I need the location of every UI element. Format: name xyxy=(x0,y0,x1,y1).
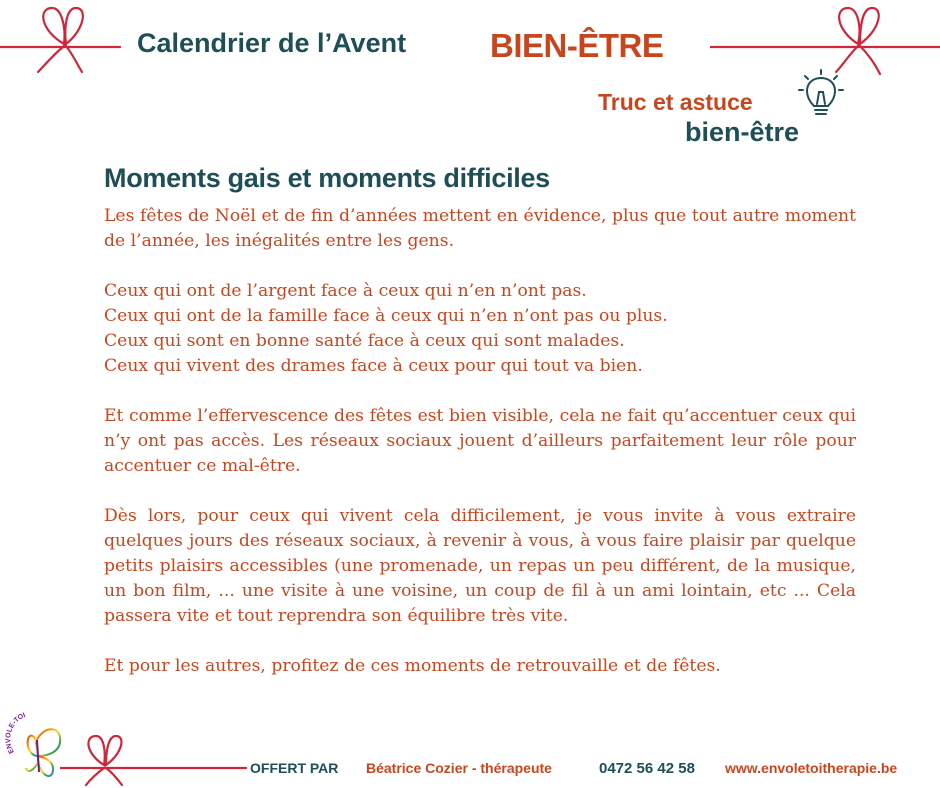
contrast-line: Ceux qui ont de l’argent face à ceux qui n’en n’ont pas. xyxy=(104,281,587,301)
svg-text:ENVOLE-TOI xyxy=(5,712,27,754)
ribbon-bow-left-icon xyxy=(0,0,130,80)
paragraph-contrasts xyxy=(104,279,856,379)
paragraph-social: Et comme l’effervescence des fêtes est bien visible, cela ne fait qu’accentuer ceux qui n’y ont pas accès. Les réseaux sociaux jouent d’ailleurs parfaitement leur rôle pour accentuer ce mal-être. xyxy=(104,406,856,476)
contrast-line: Ceux qui ont de la famille face à ceux qui n’en n’ont pas ou plus. xyxy=(104,306,668,326)
footer-website-link[interactable]: www.envoletoitherapie.be xyxy=(725,760,898,776)
footer-author: Béatrice Cozier - thérapeute xyxy=(366,760,552,776)
tip-subtitle: bien-être xyxy=(685,117,800,147)
ribbon-bow-bottom-icon xyxy=(60,730,250,788)
footer-phone: 0472 56 42 58 xyxy=(599,760,695,777)
body-text xyxy=(104,204,856,704)
header-title: Calendrier de l’Avent xyxy=(137,28,407,58)
paragraph-closing: Et pour les autres, profitez de ces moments de retrouvaille et de fêtes. xyxy=(104,656,721,676)
page-heading: Moments gais et moments difficiles xyxy=(104,163,550,193)
contrast-line: Ceux qui sont en bonne santé face à ceux qui sont malades. xyxy=(104,331,625,351)
footer-offered-by: OFFERT PAR xyxy=(250,760,339,776)
lightbulb-icon xyxy=(797,68,845,120)
paragraph-intro: Les fêtes de Noël et de fin d’années mettent en évidence, plus que tout autre moment de l’année, les inégalités entre les gens. xyxy=(104,206,856,251)
paragraph-advice: Dès lors, pour ceux qui vivent cela difficilement, je vous invite à vous extraire quelques jours des réseaux sociaux, à revenir à vous, à vous faire plaisir par quelque petits plaisirs accessibles (une promenade, un repas un peu différent, de la musique, un bon film, ... une visite à une voisine, un coup de fil à un ami lointain, etc ... Cela passera vite et tout reprendra son équilibre très vite. xyxy=(104,506,856,626)
contrast-line: Ceux qui vivent des drames face à ceux pour qui tout va bien. xyxy=(104,356,643,376)
header-accent: BIEN-ÊTRE xyxy=(490,27,664,64)
butterfly-logo-icon xyxy=(4,712,68,782)
tip-title: Truc et astuce xyxy=(598,89,753,115)
logo-text: ENVOLE-TOI xyxy=(5,712,27,755)
